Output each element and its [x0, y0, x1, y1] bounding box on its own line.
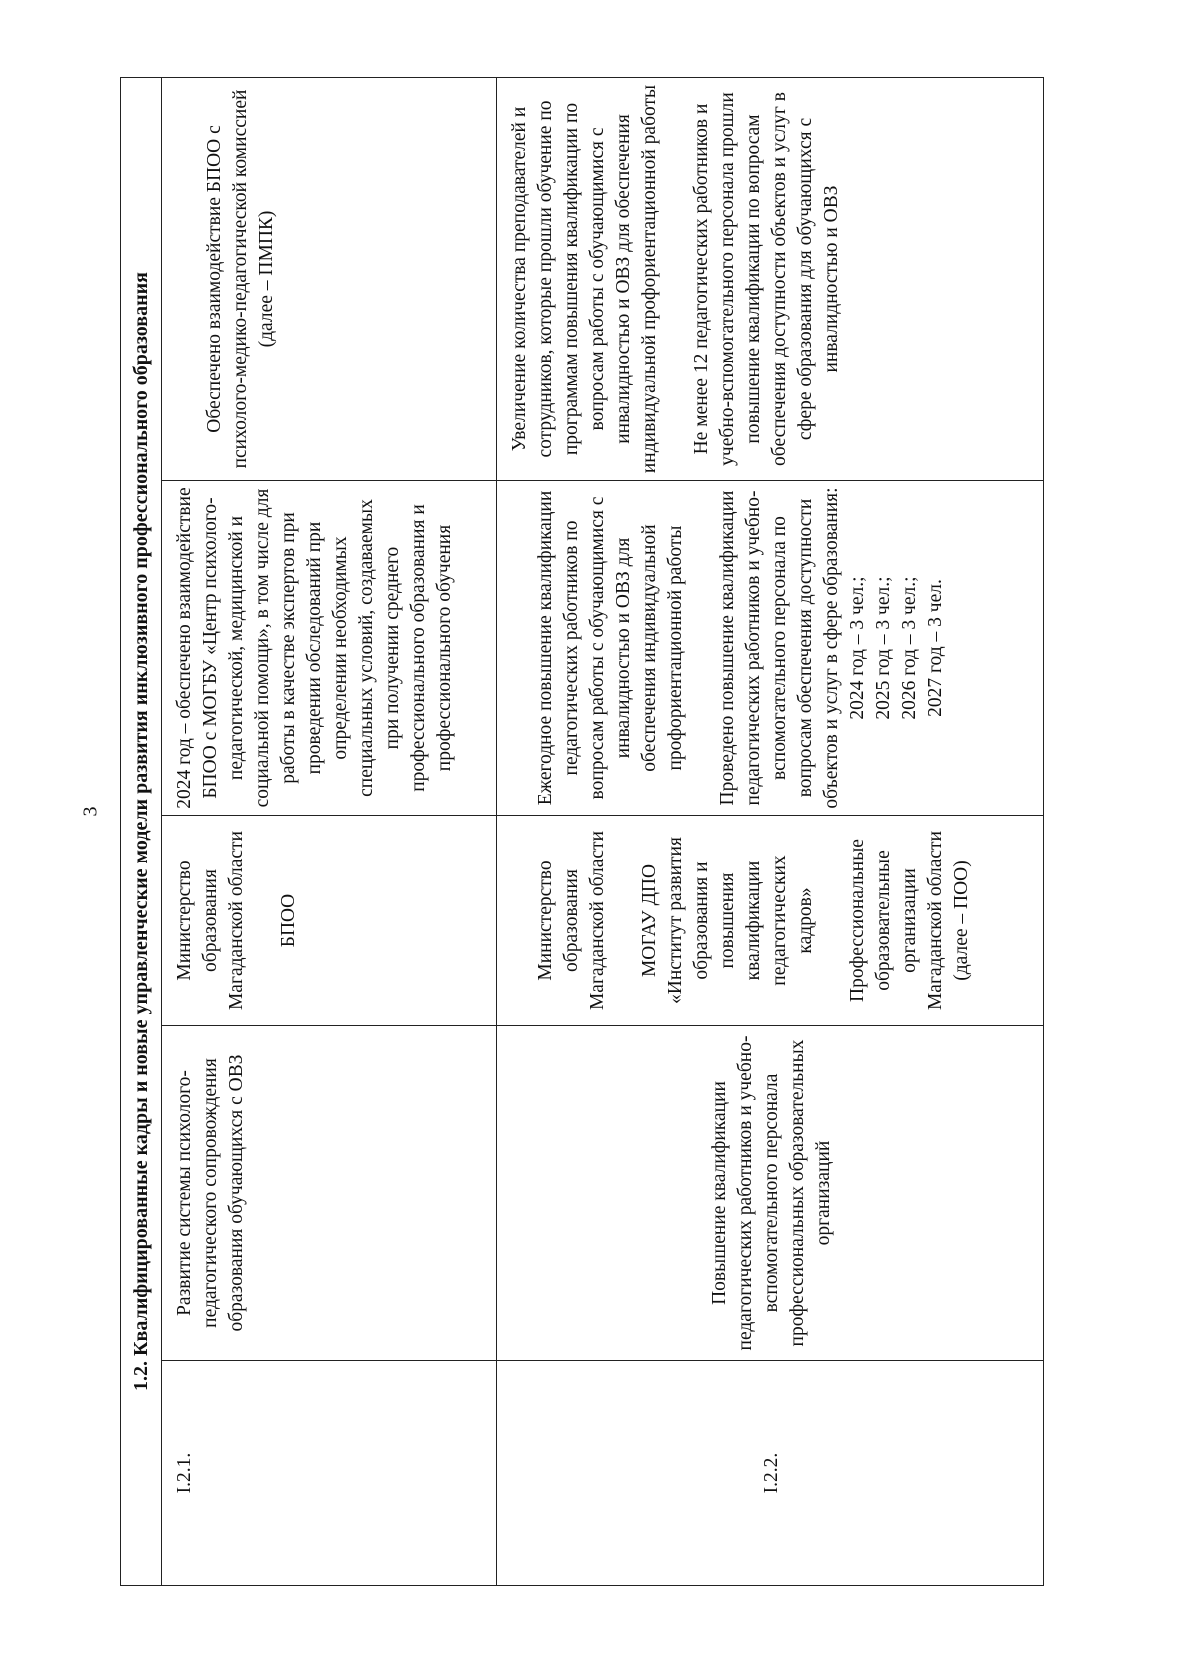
result-cell: [497, 77, 1044, 480]
activity-cell: [162, 481, 497, 816]
activity-year: 2024 год – 3 чел.;: [847, 576, 868, 720]
executor: Профессиональные образовательные организации Магаданской области (далее – ПОО): [847, 830, 972, 1011]
result-cell: [162, 77, 497, 480]
page-number: 3: [79, 806, 102, 817]
section-title: 1.2. Квалифицированные кадры и новые управленческие модели развития инклюзивного профессионального образования: [121, 77, 162, 1585]
task-cell: Повышение квалификации педагогических работников и учебно-вспомогательного персонала профессиональных образовательных организаций: [497, 1026, 1044, 1361]
executor: БПОО: [278, 893, 299, 948]
activity-year: 2025 год – 3 чел.;: [873, 576, 894, 720]
executor: МОГАУ ДПО «Институт развития образования и повышения квалификации педагогических кадров»: [639, 837, 816, 1004]
table-row: [497, 77, 1044, 1585]
row-number: I.2.2.: [497, 1361, 1044, 1586]
task-cell: Развитие системы психолого-педагогического сопровождения образования обучающихся с ОВЗ: [162, 1026, 497, 1361]
executor: Министерство образования Магаданской области: [535, 830, 608, 1011]
rotated-table-container: [120, 78, 1044, 1586]
result-text: Увеличение количества преподавателей и сотрудников, которые прошли обучение по программам повышения квалификации по вопросам работы с обучающимися с инвалидностью и ОВЗ для обеспечения индивидуальной профориентационной работы: [509, 84, 660, 474]
activity-text: Проведено повышение квалификации педагогических работников и учебно-вспомогательного персонала по вопросам обеспечения доступности объектов и услуг в сфере образования:: [717, 487, 842, 809]
result-text: Не менее 12 педагогических работников и учебно-вспомогательного персонала прошли повышение квалификации по вопросам обеспечения доступности объектов и услуг в сфере образования для обучающихся с инвалидностью и ОВЗ: [691, 92, 842, 466]
activity-text: Ежегодное повышение квалификации педагогических работников по вопросам работы с обучающимися с инвалидностью и ОВЗ для обеспечения индивидуальной профориентационной работы: [535, 490, 686, 806]
result-text: Обеспечено взаимодействие БПОО с психолого-медико-педагогической комиссией (далее – ПМПК): [204, 89, 277, 469]
activity-year: 2026 год – 3 чел.;: [899, 576, 920, 720]
executors-cell: [497, 816, 1044, 1026]
executors-cell: [162, 816, 497, 1026]
activity-year: 2027 год – 3 чел.: [925, 579, 946, 717]
executor: Министерство образования Магаданской области: [174, 830, 247, 1011]
inclusive-education-table: [120, 77, 1044, 1586]
activity-cell: [497, 481, 1044, 816]
activity-text: 2024 год – обеспечено взаимодействие БПОО с МОГБУ «Центр психолого-педагогической, медицинской и социальной помощи», в том числе для работы в качестве экспертов при проведении обследований при определении необходимых специальных условий, создаваемых при получении среднего профессионального образования и профессионального обучения: [174, 487, 455, 809]
section-header-row: [121, 77, 162, 1585]
table-row: [162, 77, 497, 1585]
row-number: I.2.1.: [162, 1361, 497, 1586]
